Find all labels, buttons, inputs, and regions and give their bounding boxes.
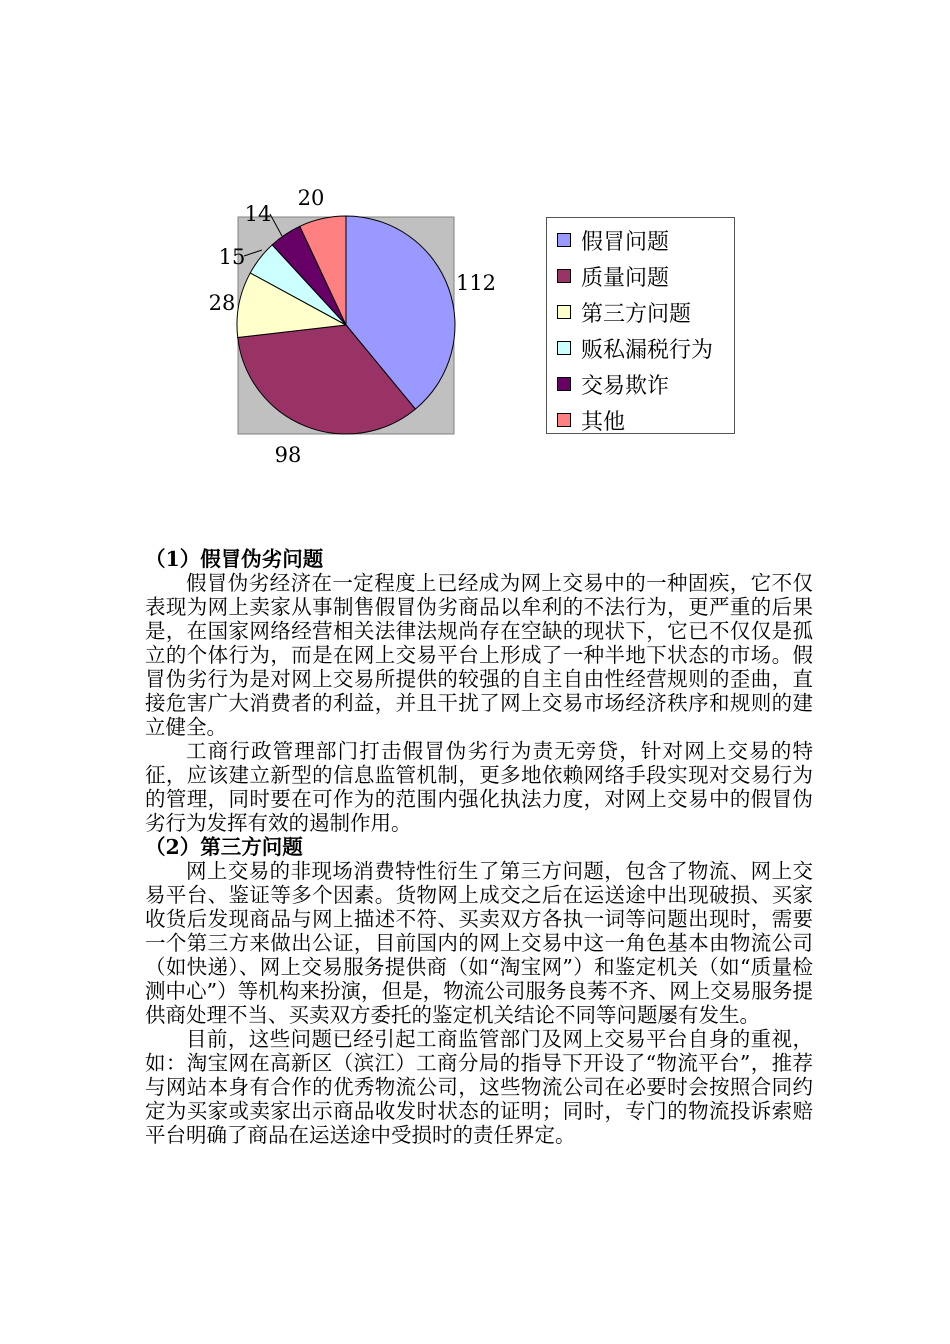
legend-swatch	[557, 233, 571, 247]
data-label: 15	[218, 245, 246, 269]
legend-item	[557, 261, 669, 291]
chart-legend	[546, 217, 735, 434]
legend-label: 其他	[581, 409, 626, 435]
legend-swatch	[557, 341, 571, 355]
legend-item	[557, 225, 669, 255]
paragraph: 目前，这些问题已经引起工商监管部门及网上交易平台自身的重视，如：淘宝网在高新区（滨江）工商分局的指导下开设了“物流平台”，推荐与网站本身有合作的优秀物流公司，这些物流公司在必要时会按照合同约定为买家或卖家出示商品收发时状态的证明；同时，专门的物流投诉索赔平台明确了商品在运送途中受损时的责任界定。	[145, 1027, 813, 1147]
legend-swatch	[557, 305, 571, 319]
legend-item	[557, 405, 625, 435]
legend-label: 贩私漏税行为	[581, 337, 714, 363]
legend-item	[557, 369, 669, 399]
pie-chart-svg	[0, 0, 950, 480]
paragraph: 工商行政管理部门打击假冒伪劣行为责无旁贷，针对网上交易的特征，应该建立新型的信息监管机制，更多地依赖网络手段实现对交易行为的管理，同时要在可作为的范围内强化执法力度，对网上交易中的假冒伪劣行为发挥有效的遏制作用。	[145, 739, 813, 835]
legend-item	[557, 333, 713, 363]
data-label: 28	[208, 291, 236, 315]
section-third-party	[145, 835, 813, 1147]
legend-label: 假冒问题	[581, 229, 670, 255]
data-label: 98	[274, 443, 302, 467]
legend-label: 质量问题	[581, 265, 670, 291]
legend-item	[557, 297, 691, 327]
legend-swatch	[557, 269, 571, 283]
article-body	[145, 547, 813, 1147]
section-heading: （1）假冒伪劣问题	[145, 547, 324, 571]
data-label: 112	[455, 271, 497, 295]
paragraph: 网上交易的非现场消费特性衍生了第三方问题，包含了物流、网上交易平台、鉴证等多个因素。货物网上成交之后在运送途中出现破损、买家收货后发现商品与网上描述不符、买卖双方各执一词等问题出现时，需要一个第三方来做出公证，目前国内的网上交易中这一角色基本由物流公司（如快递）、网上交易服务提供商（如“淘宝网”）和鉴定机关（如“质量检测中心”）等机构来扮演，但是，物流公司服务良莠不齐、网上交易服务提供商处理不当、买卖双方委托的鉴定机关结论不同等问题屡有发生。	[145, 859, 813, 1027]
legend-swatch	[557, 377, 571, 391]
paragraph: 假冒伪劣经济在一定程度上已经成为网上交易中的一种固疾，它不仅表现为网上卖家从事制售假冒伪劣商品以牟利的不法行为，更严重的后果是，在国家网络经营相关法律法规尚存在空缺的现状下，它已不仅仅是孤立的个体行为，而是在网上交易平台上形成了一种半地下状态的市场。假冒伪劣行为是对网上交易所提供的较强的自主自由性经营规则的歪曲，直接危害广大消费者的利益，并且干扰了网上交易市场经济秩序和规则的建立健全。	[145, 571, 813, 739]
legend-label: 第三方问题	[581, 301, 692, 327]
pie-chart	[0, 0, 950, 480]
data-label: 14	[244, 202, 272, 226]
section-counterfeit	[145, 547, 813, 835]
section-heading: （2）第三方问题	[145, 835, 303, 859]
legend-label: 交易欺诈	[581, 373, 670, 399]
data-label: 20	[297, 186, 325, 210]
legend-swatch	[557, 413, 571, 427]
